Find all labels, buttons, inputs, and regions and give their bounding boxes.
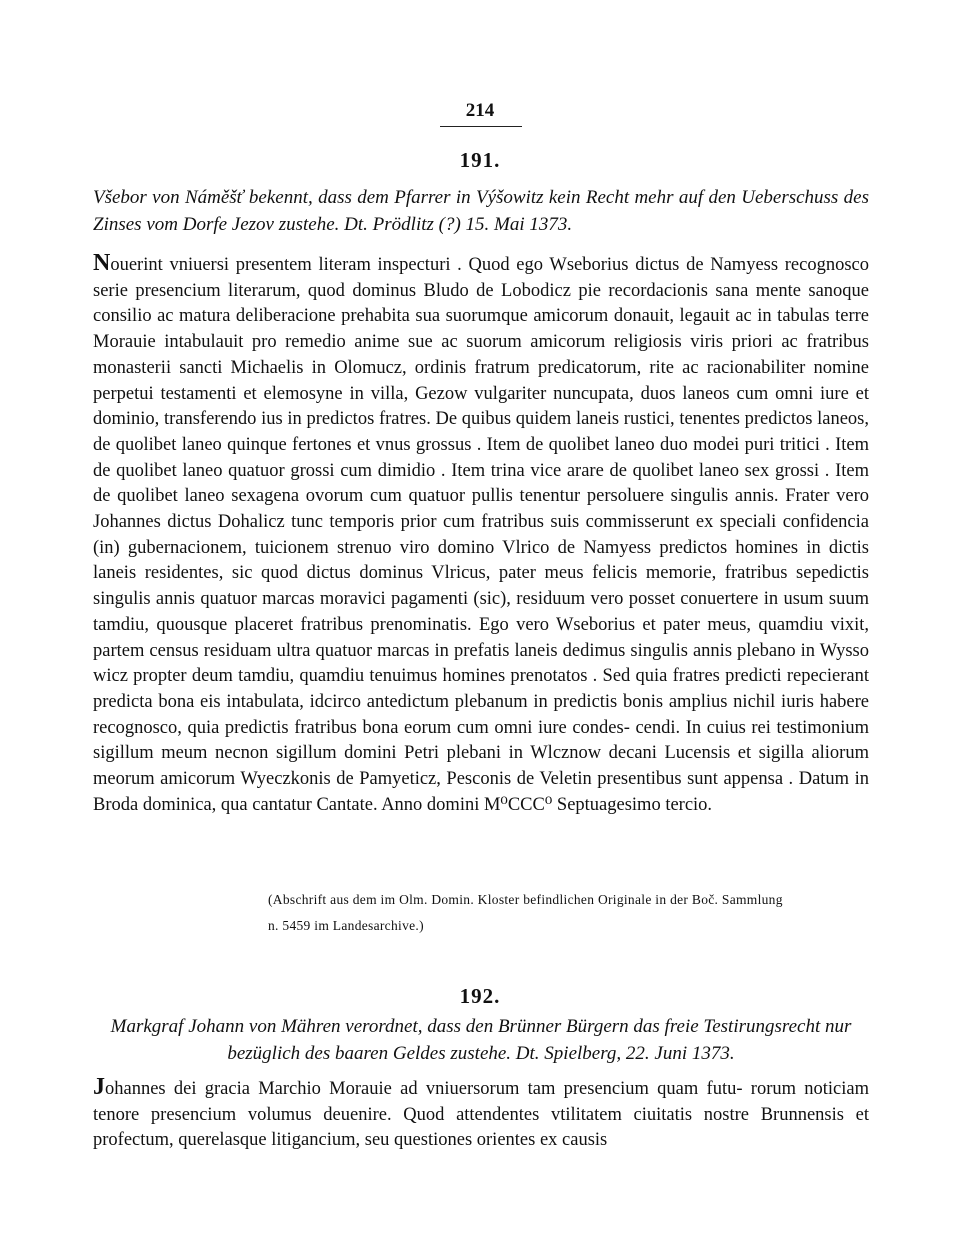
page-number: 214 xyxy=(465,100,495,121)
document-number-191: 191. xyxy=(459,148,501,172)
charter-text-191 xyxy=(93,250,869,818)
page-number-rule xyxy=(440,126,522,127)
initial-letter: N xyxy=(93,250,111,276)
source-note-line-1: (Abschrift aus dem im Olm. Domin. Kloster befindlichen Originale in der Boč. Sammlung xyxy=(268,892,783,907)
regest-191: Všebor von Náměšť bekennt, dass dem Pfarrer in Výšowitz kein Recht mehr auf den Ueberschuss des Zinses vom Dorfe Jezov zustehe. Dt. Prödlitz (?) 15. Mai 1373. xyxy=(93,187,869,235)
regest-192: Markgraf Johann von Mähren verordnet, dass den Brünner Bürgern das freie Testirungsrecht nur bezüglich des baaren Geldes zustehe. Dt. Spielberg, 22. Juni 1373. xyxy=(110,1016,852,1064)
charter-body-192: ohannes dei gracia Marchio Morauie ad vniuersorum tam presencium quam futu- rorum noticiam tenore presencium volumus deuenire. Quod attendentes vtilitatem ciuitatis nostre Brunnensis et profectum, querelasque litigancium, seu questiones orientes ex causis xyxy=(93,1079,869,1151)
charter-text-192 xyxy=(93,1074,869,1154)
initial-letter: J xyxy=(93,1074,105,1100)
source-note-line-2: n. 5459 im Landesarchive.) xyxy=(268,918,424,933)
charter-body-191: ouerint vniuersi presentem literam inspecturi . Quod ego Wseborius dictus de Namyess recognosco serie presencium literarum, quod dominus Bludo de Lobodicz pie recordacionis sana mente sanoque consilio ac matura deliberacione prehabita sua suorumque amicorum donauit, legauit ac in tabulas terre Morauie intabulauit pro remedio anime sue ac suorum amicorum religiosis viris priori ac fratribus monasterii sancti Michaelis in Olomucz, ordinis fratrum predicatorum, rite ac racionabiliter nomine perpetui testamenti et elemosyne in villa, Gezow vulgariter nuncupata, duos laneos cum omni iure et dominio, transferendo ius in predictos fratres. De quibus quidem laneis rustici, tenentes predictos laneos, de quolibet laneo quinque fertones et vnus grossus . Item de quolibet laneo duo modei puri tritici . Item de quolibet laneo quatuor grossi cum dimidio . Item trina vice arare de quolibet laneo sex grossi . Item de quolibet laneo sexagena ovorum cum quatuor pullis tenentur persoluere singulis annis. Frater vero Johannes dictus Dohalicz tunc temporis prior cum fratribus suis commisserunt ex speciali confidencia (in) gubernacionem, tuicionem strenuo viro domino Vlrico de Namyess predictos homines in dictis laneis residentes, sic quod dictus dominus Vlricus, pater meus felicis memorie, fratribus sepedictis singulis annis quatuor marcas moravici pagamenti (sic), residuum vero posset conuertere in usum suum tamdiu, quousque placeret fratribus prenominatis. Ego vero Wseborius et pater meus, quamdiu vixit, partem census residuam ultra quatuor marcas in prefatis laneis dedimus singulis annis plebano in Wysso wicz propter deum tamdiu, quamdiu tenuimus homines prenotatos . Sed quia fratres predicti repecierant predicta bona eis intabulata, idcirco antedictum plebanum in predictis bonis amplius nichil iuris habere recognosco, quia predictis fratribus bona eorum cum omni iure condes- cendi. In cuius rei testimonium sigillum meum necnon sigillum domini Petri plebani in Wlcznow decani Lucensis et sigilla aliorum meorum amicorum Wyeczkonis de Pamyeticz, Pesconis de Veletin presentibus sunt appensa . Datum in Broda dominica, qua cantatur Cantate. Anno domini M⁰CCC⁰ Septuagesimo tercio. xyxy=(93,255,869,815)
source-note-191 xyxy=(268,887,868,939)
document-number-192: 192. xyxy=(459,984,501,1008)
